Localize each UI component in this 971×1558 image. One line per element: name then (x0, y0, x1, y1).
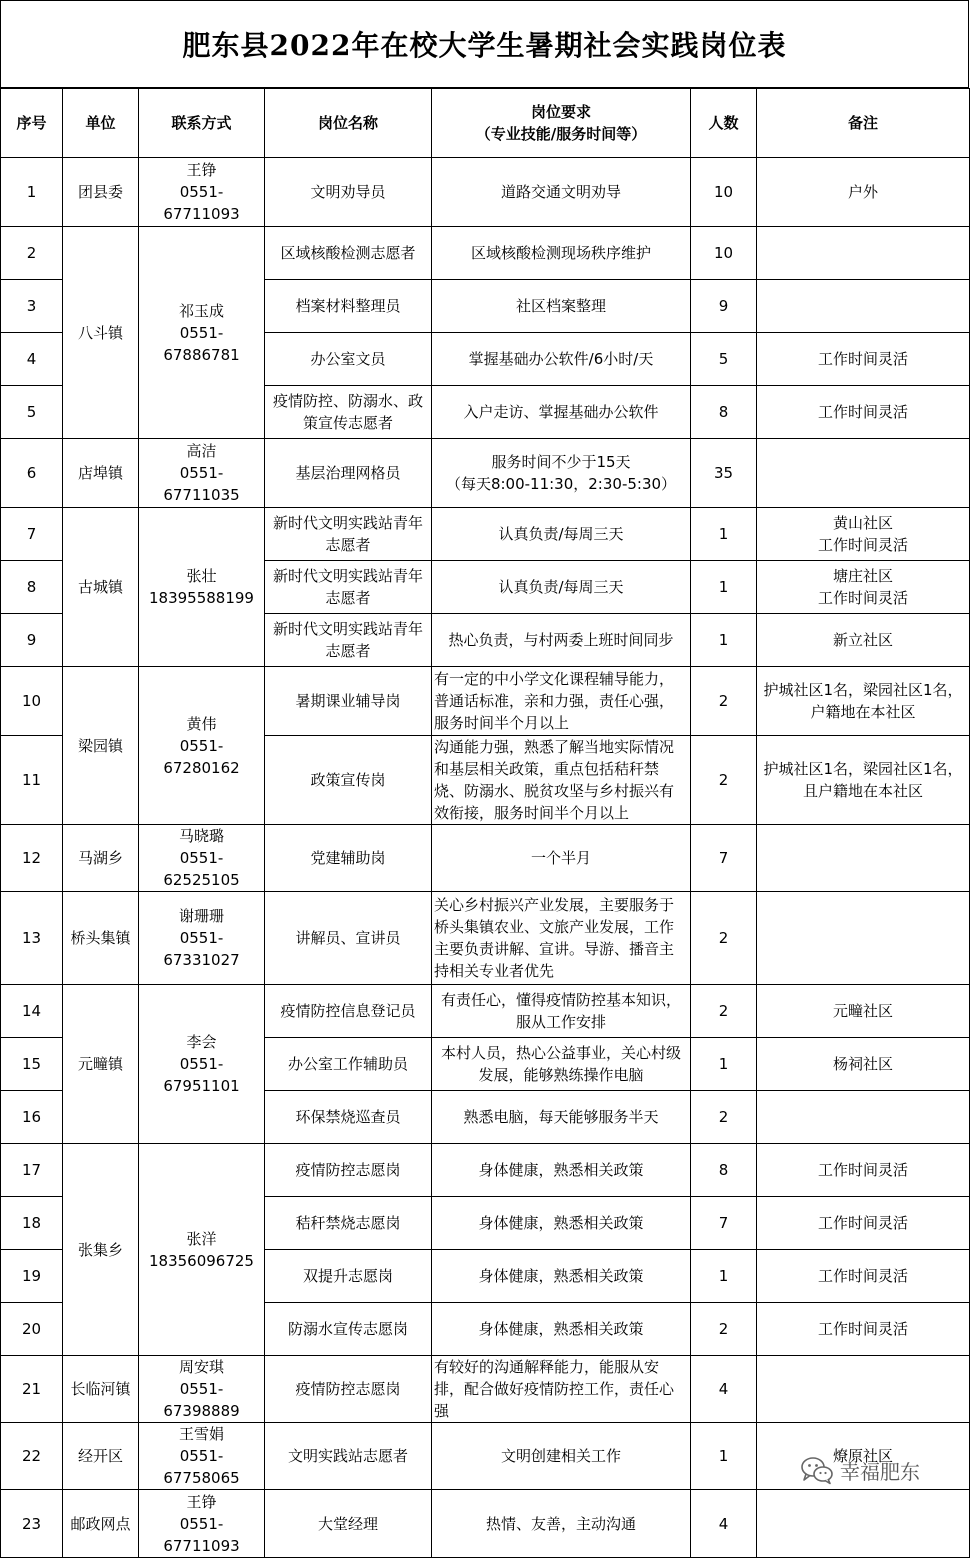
row-count: 9 (691, 280, 757, 333)
row-requirement: 区域核酸检测现场秩序维护 (432, 227, 691, 280)
row-count: 1 (691, 614, 757, 667)
row-no: 10 (1, 667, 63, 736)
row-count: 4 (691, 1356, 757, 1423)
row-position: 新时代文明实践站青年志愿者 (265, 508, 432, 561)
row-contact (139, 985, 265, 1144)
note-line1: 黄山社区 (832, 514, 893, 532)
row-no: 23 (1, 1490, 63, 1558)
header-note: 备注 (757, 89, 970, 158)
row-position: 党建辅助岗 (265, 825, 432, 892)
table-row (1, 1490, 970, 1558)
row-note (757, 227, 970, 280)
row-no: 17 (1, 1144, 63, 1197)
row-no: 8 (1, 561, 63, 614)
row-count: 2 (691, 667, 757, 736)
row-requirement: 有较好的沟通解释能力，能服从安排，配合做好疫情防控工作，责任心强 (432, 1356, 691, 1423)
row-position: 疫情防控志愿岗 (265, 1356, 432, 1423)
row-unit: 桥头集镇 (63, 892, 139, 985)
row-unit: 张集乡 (63, 1144, 139, 1356)
row-no: 19 (1, 1250, 63, 1303)
row-note (757, 1490, 970, 1558)
row-position: 讲解员、宣讲员 (265, 892, 432, 985)
row-contact (139, 439, 265, 508)
row-position: 大堂经理 (265, 1490, 432, 1558)
row-position: 新时代文明实践站青年志愿者 (265, 561, 432, 614)
row-no: 1 (1, 158, 63, 227)
row-position: 文明实践站志愿者 (265, 1423, 432, 1490)
contact-name: 高洁 (186, 442, 217, 460)
contact-phone: 0551-67886781 (163, 323, 240, 364)
row-note: 工作时间灵活 (757, 333, 970, 386)
table-row (1, 1144, 970, 1197)
row-no: 21 (1, 1356, 63, 1423)
row-requirement: 身体健康，熟悉相关政策 (432, 1144, 691, 1197)
row-count: 8 (691, 1144, 757, 1197)
row-requirement: 认真负责/每周三天 (432, 561, 691, 614)
header-contact: 联系方式 (139, 89, 265, 158)
row-contact (139, 825, 265, 892)
contact-phone: 0551-67280162 (163, 736, 240, 777)
watermark-text: 幸福肥东 (840, 1459, 920, 1484)
row-requirement: 熟悉电脑，每天能够服务半天 (432, 1091, 691, 1144)
row-unit: 八斗镇 (63, 227, 139, 439)
row-no: 15 (1, 1038, 63, 1091)
row-requirement: 一个半月 (432, 825, 691, 892)
contact-name: 王铮 (186, 1492, 217, 1511)
contact-name: 祁玉成 (178, 301, 224, 320)
row-position: 区域核酸检测志愿者 (265, 227, 432, 280)
contact-name: 王雪娟 (178, 1425, 224, 1443)
table-row (1, 825, 970, 892)
contact-name: 张洋 (186, 1229, 217, 1248)
row-note: 护城社区1名，梁园社区1名，户籍地在本社区 (757, 667, 970, 736)
row-count: 1 (691, 1250, 757, 1303)
row-no: 14 (1, 985, 63, 1038)
row-position: 双提升志愿岗 (265, 1250, 432, 1303)
row-count: 2 (691, 1091, 757, 1144)
row-contact (139, 1356, 265, 1423)
header-req-line2: （专业技能/服务时间等） (475, 125, 647, 143)
row-position: 疫情防控、防溺水、政策宣传志愿者 (265, 386, 432, 439)
row-requirement: 认真负责/每周三天 (432, 508, 691, 561)
contact-name: 马晓璐 (178, 827, 224, 845)
row-position: 新时代文明实践站青年志愿者 (265, 614, 432, 667)
row-requirement: 本村人员，热心公益事业，关心村级发展，能够熟练操作电脑 (432, 1038, 691, 1091)
row-note (757, 439, 970, 508)
contact-phone: 0551-67331027 (163, 929, 240, 969)
page-title: 肥东县2022年在校大学生暑期社会实践岗位表 (0, 0, 969, 88)
contact-phone: 0551-67758065 (163, 1447, 240, 1487)
row-contact (139, 892, 265, 985)
row-count: 7 (691, 1197, 757, 1250)
row-contact (139, 667, 265, 825)
row-requirement: 有一定的中小学文化课程辅导能力，普通话标准，亲和力强，责任心强，服务时间半个月以上 (432, 667, 691, 736)
header-no: 序号 (1, 89, 63, 158)
contact-phone: 0551-67711093 (163, 183, 240, 223)
row-count: 1 (691, 508, 757, 561)
row-note (757, 1091, 970, 1144)
row-note: 工作时间灵活 (757, 1250, 970, 1303)
row-count: 1 (691, 1038, 757, 1091)
row-unit: 经开区 (63, 1423, 139, 1490)
row-count: 7 (691, 825, 757, 892)
header-row (1, 89, 970, 158)
contact-name: 黄伟 (186, 714, 217, 733)
row-note (757, 280, 970, 333)
contact-phone: 0551-67398889 (163, 1380, 240, 1420)
row-requirement: 关心乡村振兴产业发展，主要服务于桥头集镇农业、文旅产业发展，工作主要负责讲解、宣讲。导游、播音主持相关专业者优先 (432, 892, 691, 985)
row-requirement: 热情、友善，主动沟通 (432, 1490, 691, 1558)
row-position: 秸秆禁烧志愿岗 (265, 1197, 432, 1250)
header-requirements (432, 89, 691, 158)
row-note: 工作时间灵活 (757, 1144, 970, 1197)
row-count: 1 (691, 561, 757, 614)
row-no: 11 (1, 736, 63, 825)
row-contact (139, 227, 265, 439)
row-no: 3 (1, 280, 63, 333)
row-note (757, 892, 970, 985)
table-row (1, 1423, 970, 1490)
table-row (1, 158, 970, 227)
row-count: 1 (691, 1423, 757, 1490)
row-position: 办公室工作辅助员 (265, 1038, 432, 1091)
row-requirement: 文明创建相关工作 (432, 1423, 691, 1490)
table-row (1, 667, 970, 736)
row-requirement: 沟通能力强，熟悉了解当地实际情况和基层相关政策，重点包括秸秆禁烧、防溺水、脱贫攻坚与乡村振兴有效衔接，服务时间半个月以上 (432, 736, 691, 825)
header-req-line1: 岗位要求 (530, 103, 591, 121)
table-row (1, 508, 970, 561)
contact-phone: 18395588199 (149, 589, 254, 607)
row-unit: 马湖乡 (63, 825, 139, 892)
req-line2: （每天8:00-11:30，2:30-5:30） (445, 475, 677, 493)
row-note: 新立社区 (757, 614, 970, 667)
row-requirement: 身体健康，熟悉相关政策 (432, 1303, 691, 1356)
note-line1: 塘庄社区 (832, 567, 893, 585)
row-count: 10 (691, 227, 757, 280)
contact-name: 王铮 (186, 161, 217, 179)
contact-phone: 0551-67711035 (163, 464, 240, 504)
row-no: 9 (1, 614, 63, 667)
row-contact (139, 1423, 265, 1490)
row-unit: 邮政网点 (63, 1490, 139, 1558)
header-count: 人数 (691, 89, 757, 158)
row-unit: 元疃镇 (63, 985, 139, 1144)
row-count: 4 (691, 1490, 757, 1558)
row-note: 户外 (757, 158, 970, 227)
header-unit: 单位 (63, 89, 139, 158)
req-line1: 服务时间不少于15天 (491, 453, 631, 471)
contact-phone: 0551-67951101 (163, 1055, 240, 1095)
row-no: 16 (1, 1091, 63, 1144)
row-note: 燎原社区 (757, 1423, 970, 1490)
row-contact (139, 1490, 265, 1558)
row-count: 35 (691, 439, 757, 508)
row-requirement: 身体健康，熟悉相关政策 (432, 1250, 691, 1303)
row-requirement: 社区档案整理 (432, 280, 691, 333)
row-requirement: 热心负责，与村两委上班时间同步 (432, 614, 691, 667)
row-no: 7 (1, 508, 63, 561)
table-row (1, 892, 970, 985)
row-count: 2 (691, 1303, 757, 1356)
row-no: 12 (1, 825, 63, 892)
note-line2: 工作时间灵活 (817, 536, 908, 554)
row-no: 18 (1, 1197, 63, 1250)
row-note (757, 508, 970, 561)
row-note: 元疃社区 (757, 985, 970, 1038)
row-contact (139, 508, 265, 667)
row-note: 工作时间灵活 (757, 1303, 970, 1356)
row-no: 6 (1, 439, 63, 508)
row-count: 5 (691, 333, 757, 386)
row-unit: 店埠镇 (63, 439, 139, 508)
row-position: 环保禁烧巡查员 (265, 1091, 432, 1144)
row-position: 防溺水宣传志愿岗 (265, 1303, 432, 1356)
row-requirement: 身体健康，熟悉相关政策 (432, 1197, 691, 1250)
row-requirement (432, 439, 691, 508)
table-row (1, 439, 970, 508)
row-requirement: 入户走访、掌握基础办公软件 (432, 386, 691, 439)
row-count: 8 (691, 386, 757, 439)
note-line2: 工作时间灵活 (817, 589, 908, 607)
row-count: 2 (691, 985, 757, 1038)
row-position: 基层治理网格员 (265, 439, 432, 508)
table-row (1, 1356, 970, 1423)
row-note: 护城社区1名，梁园社区1名，且户籍地在本社区 (757, 736, 970, 825)
row-note: 工作时间灵活 (757, 1197, 970, 1250)
contact-name: 张壮 (186, 567, 217, 585)
row-unit: 团县委 (63, 158, 139, 227)
row-position: 政策宣传岗 (265, 736, 432, 825)
row-no: 2 (1, 227, 63, 280)
row-position: 文明劝导员 (265, 158, 432, 227)
row-note (757, 561, 970, 614)
header-position: 岗位名称 (265, 89, 432, 158)
row-requirement: 道路交通文明劝导 (432, 158, 691, 227)
contact-name: 周安琪 (178, 1358, 224, 1376)
table-row (1, 985, 970, 1038)
row-contact (139, 158, 265, 227)
contact-phone: 18356096725 (149, 1251, 254, 1270)
row-no: 20 (1, 1303, 63, 1356)
row-requirement: 掌握基础办公软件/6小时/天 (432, 333, 691, 386)
row-note (757, 1356, 970, 1423)
row-position: 档案材料整理员 (265, 280, 432, 333)
row-position: 暑期课业辅导岗 (265, 667, 432, 736)
contact-phone: 0551-62525105 (163, 849, 240, 889)
row-note: 工作时间灵活 (757, 386, 970, 439)
row-requirement: 有责任心，懂得疫情防控基本知识，服从工作安排 (432, 985, 691, 1038)
row-note (757, 825, 970, 892)
row-no: 22 (1, 1423, 63, 1490)
row-position: 疫情防控信息登记员 (265, 985, 432, 1038)
row-count: 2 (691, 892, 757, 985)
row-contact (139, 1144, 265, 1356)
row-no: 4 (1, 333, 63, 386)
row-no: 13 (1, 892, 63, 985)
row-unit: 长临河镇 (63, 1356, 139, 1423)
row-no: 5 (1, 386, 63, 439)
row-unit: 梁园镇 (63, 667, 139, 825)
positions-table (0, 88, 970, 1558)
contact-name: 李会 (186, 1033, 217, 1051)
contact-phone: 0551-67711093 (163, 1514, 240, 1555)
row-note: 杨祠社区 (757, 1038, 970, 1091)
row-position: 疫情防控志愿岗 (265, 1144, 432, 1197)
row-count: 10 (691, 158, 757, 227)
table-row (1, 227, 970, 280)
contact-name: 谢珊珊 (178, 907, 224, 925)
row-unit: 古城镇 (63, 508, 139, 667)
row-count: 2 (691, 736, 757, 825)
row-position: 办公室文员 (265, 333, 432, 386)
